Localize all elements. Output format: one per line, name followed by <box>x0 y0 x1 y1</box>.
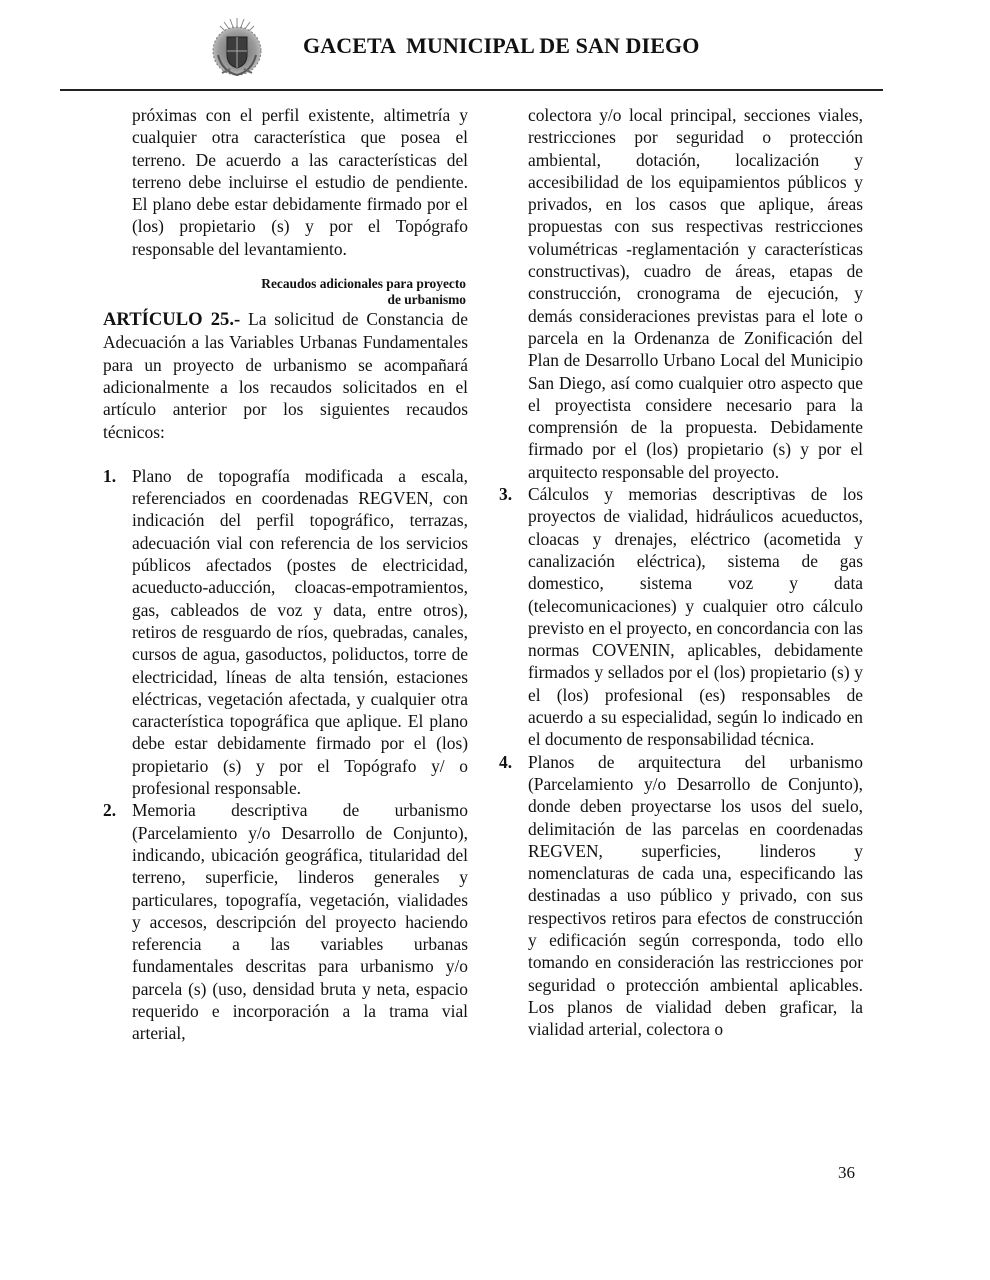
page-header <box>0 0 990 92</box>
list-item-1 <box>103 465 468 799</box>
list-number: 4. <box>499 751 513 772</box>
list-item-text: Cálculos y memorias descriptivas de los proyectos de vialidad, hidráulicos acueductos, cloacas y drenajes, eléctrico (acometida y canalización eléctrica), sistema de gas domestico, sistema voz y data (telecomunicaciones) y cualquier otro cálculo previsto en el proyecto, en concordancia con las normas COVENIN, aplicables, debidamente firmados y sellados por el (los) propietario (s) y el (los) profesional (es) responsables de acuerdo a su especialidad, según lo indicado en el documento de responsabilidad técnica. <box>528 484 863 750</box>
list-item-text: Plano de topografía modificada a escala, referenciados en coordenadas REGVEN, con indicación del perfil topográfico, terrazas, adecuación vial con referencia de los servicios públicos afectados (postes de electricidad, acueducto-aducción, cloacas-empotramientos, gas, cableados de voz y data, entre otros), retiros de resguardo de ríos, quebradas, canales, cursos de agua, gasoductos, poliductos, torre de electricidad, líneas de alta tensión, estaciones eléctricas, vegetación afectada, y cualquier otra característica topográfica que aplique. El plano debe estar debidamente firmado por el (los) propietario (s) y por el Topógrafo y/ o profesional responsable. <box>132 465 468 799</box>
article-text: La solicitud de Constancia de Adecuación a las Variables Urbanas Fundamentales para un proyecto de urbanismo se acompañará adicionalmente a los recaudos solicitados en el artículo anterior por los siguientes recaudos técnicos: <box>103 309 468 442</box>
spacer <box>103 443 468 465</box>
section-heading-line-2: de urbanismo <box>387 292 466 308</box>
article-25-paragraph <box>103 308 468 443</box>
gazette-title: GACETA MUNICIPAL DE SAN DIEGO <box>303 33 700 58</box>
list-item-4 <box>499 751 863 1041</box>
list-number: 3. <box>499 484 513 505</box>
list-item-text: Planos de arquitectura del urbanismo (Parcelamiento y/o Desarrollo de Conjunto), donde deben proyectarse los usos del suelo, delimitación de las parcelas en coordenadas REGVEN, superficies, linderos y nomenclaturas de cada una, especificando las destinadas a uso público y privado, con sus respectivos retiros para efectos de construcción y edificación según corresponda, todo ello tomando en consideración las restricciones por seguridad o protección ambiental aplicables. Los planos de vialidad deben graficar, la vialidad arterial, colectora o <box>528 751 863 1040</box>
list-item-text: Memoria descriptiva de urbanismo (Parcelamiento y/o Desarrollo de Conjunto), indicando, ubicación geográfica, titularidad del terreno, superficie, linderos generales y particulares, topografía, vegetación, vialidades y accesos, descripción del proyecto haciendo referencia a las variables urbanas fundamentales descritas para urbanismo y/o parcela (s) (uso, densidad bruta y neta, espacio requerido e incorporación a la trama vial arterial, <box>132 800 468 1044</box>
list-number: 1. <box>103 465 117 486</box>
article-label: ARTÍCULO 25.- <box>103 309 241 331</box>
page-number: 36 <box>838 1163 855 1182</box>
left-column <box>103 104 468 1045</box>
list-item-3 <box>499 483 863 751</box>
continued-paragraph: próximas con el perfil existente, altimetría y cualquier otra característica que posea el terreno. De acuerdo a las características del terreno debe incluirse el estudio de pendiente. El plano debe estar debidamente firmado por el (los) propietario (s) y por el Topógrafo responsable del levantamiento. <box>132 105 468 259</box>
header-divider <box>60 89 883 91</box>
coat-of-arms-emblem-icon <box>210 15 264 79</box>
continued-list-item-2-text: colectora y/o local principal, secciones viales, restricciones por seguridad o protección ambiental, dotación, localización y accesibilidad de los equipamientos públicos y privados, en los casos que aplique, áreas propuestas con sus respectivas restricciones volumétricas -reglamentación y características constructivas), cuadro de áreas, etapas de construcción, cronograma de ejecución, y demás consideraciones previstas para el lote o parcela en la Ordenanza de Zonificación del Plan de Desarrollo Urbano Local del Municipio San Diego, así como cualquier otro aspecto que el proyectista considere necesario para la comprensión de la propuesta. Debidamente firmado por el (los) propietario (s) y por el arquitecto responsable del proyecto. <box>528 105 863 482</box>
list-item-2 <box>103 799 468 1044</box>
section-heading-line-1: Recaudos adicionales para proyecto <box>261 276 466 292</box>
right-column <box>499 104 863 1040</box>
list-number: 2. <box>103 800 117 821</box>
section-heading <box>103 276 466 308</box>
